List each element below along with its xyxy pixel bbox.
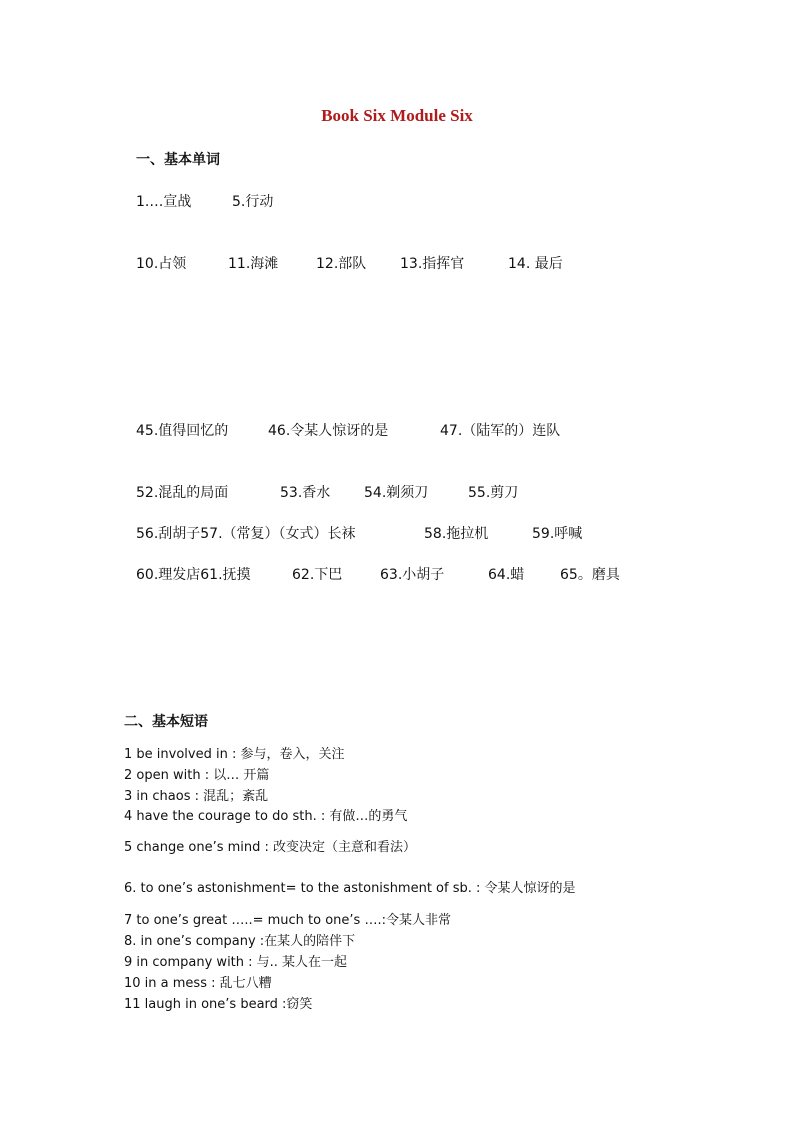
- vocab-item: 60.理发店61.抚摸: [136, 567, 251, 583]
- vocab-item: 55.剪刀: [468, 485, 519, 501]
- phrase-item: 4 have the courage to do sth. : 有做…的勇气: [124, 809, 408, 824]
- vocab-item: 5.行动: [232, 194, 274, 210]
- vocab-item: 45.值得回忆的: [136, 423, 229, 439]
- phrase-item: 5 change one’s mind : 改变决定（主意和看法）: [124, 840, 417, 855]
- page-title: Book Six Module Six: [321, 106, 473, 125]
- section2-heading: 二、基本短语: [124, 714, 208, 730]
- vocab-item: 58.拖拉机: [424, 526, 489, 542]
- vocab-item: 59.呼喊: [532, 526, 583, 542]
- phrase-item: 6. to one’s astonishment= to the astonishment of sb. : 令某人惊讶的是: [124, 881, 576, 896]
- phrase-item: 1 be involved in : 参与，卷入，关注: [124, 747, 345, 762]
- phrase-item: 3 in chaos : 混乱；紊乱: [124, 789, 269, 804]
- vocab-item: 47.（陆军的）连队: [440, 423, 561, 439]
- vocab-item: 63.小胡子: [380, 567, 445, 583]
- phrase-item: 11 laugh in one’s beard :窃笑: [124, 997, 313, 1012]
- vocab-item: 54.剃须刀: [364, 485, 429, 501]
- vocab-item: 1.…宣战: [136, 194, 192, 210]
- vocab-item: 56.刮胡子57.（常复）（女式）长袜: [136, 526, 356, 542]
- vocab-item: 12.部队: [316, 256, 367, 272]
- vocab-item: 62.下巴: [292, 567, 343, 583]
- vocab-item: 11.海滩: [228, 256, 279, 272]
- vocab-item: 14. 最后: [508, 256, 563, 272]
- phrase-item: 8. in one’s company :在某人的陪伴下: [124, 934, 356, 949]
- vocab-item: 46.令某人惊讶的是: [268, 423, 389, 439]
- phrase-item: 2 open with : 以… 开篇: [124, 768, 270, 783]
- phrase-item: 9 in company with : 与.. 某人在一起: [124, 955, 348, 970]
- vocab-item: 13.指挥官: [400, 256, 465, 272]
- vocab-item: 52.混乱的局面: [136, 485, 229, 501]
- section1-heading: 一、基本单词: [136, 152, 220, 168]
- vocab-item: 64.蜡: [488, 567, 525, 583]
- vocab-item: 65。磨具: [560, 567, 620, 583]
- phrase-item: 10 in a mess : 乱七八糟: [124, 976, 272, 991]
- phrase-item: 7 to one’s great …..= much to one’s ….:令某人非常: [124, 913, 451, 928]
- vocab-item: 10.占领: [136, 256, 187, 272]
- vocab-item: 53.香水: [280, 485, 331, 501]
